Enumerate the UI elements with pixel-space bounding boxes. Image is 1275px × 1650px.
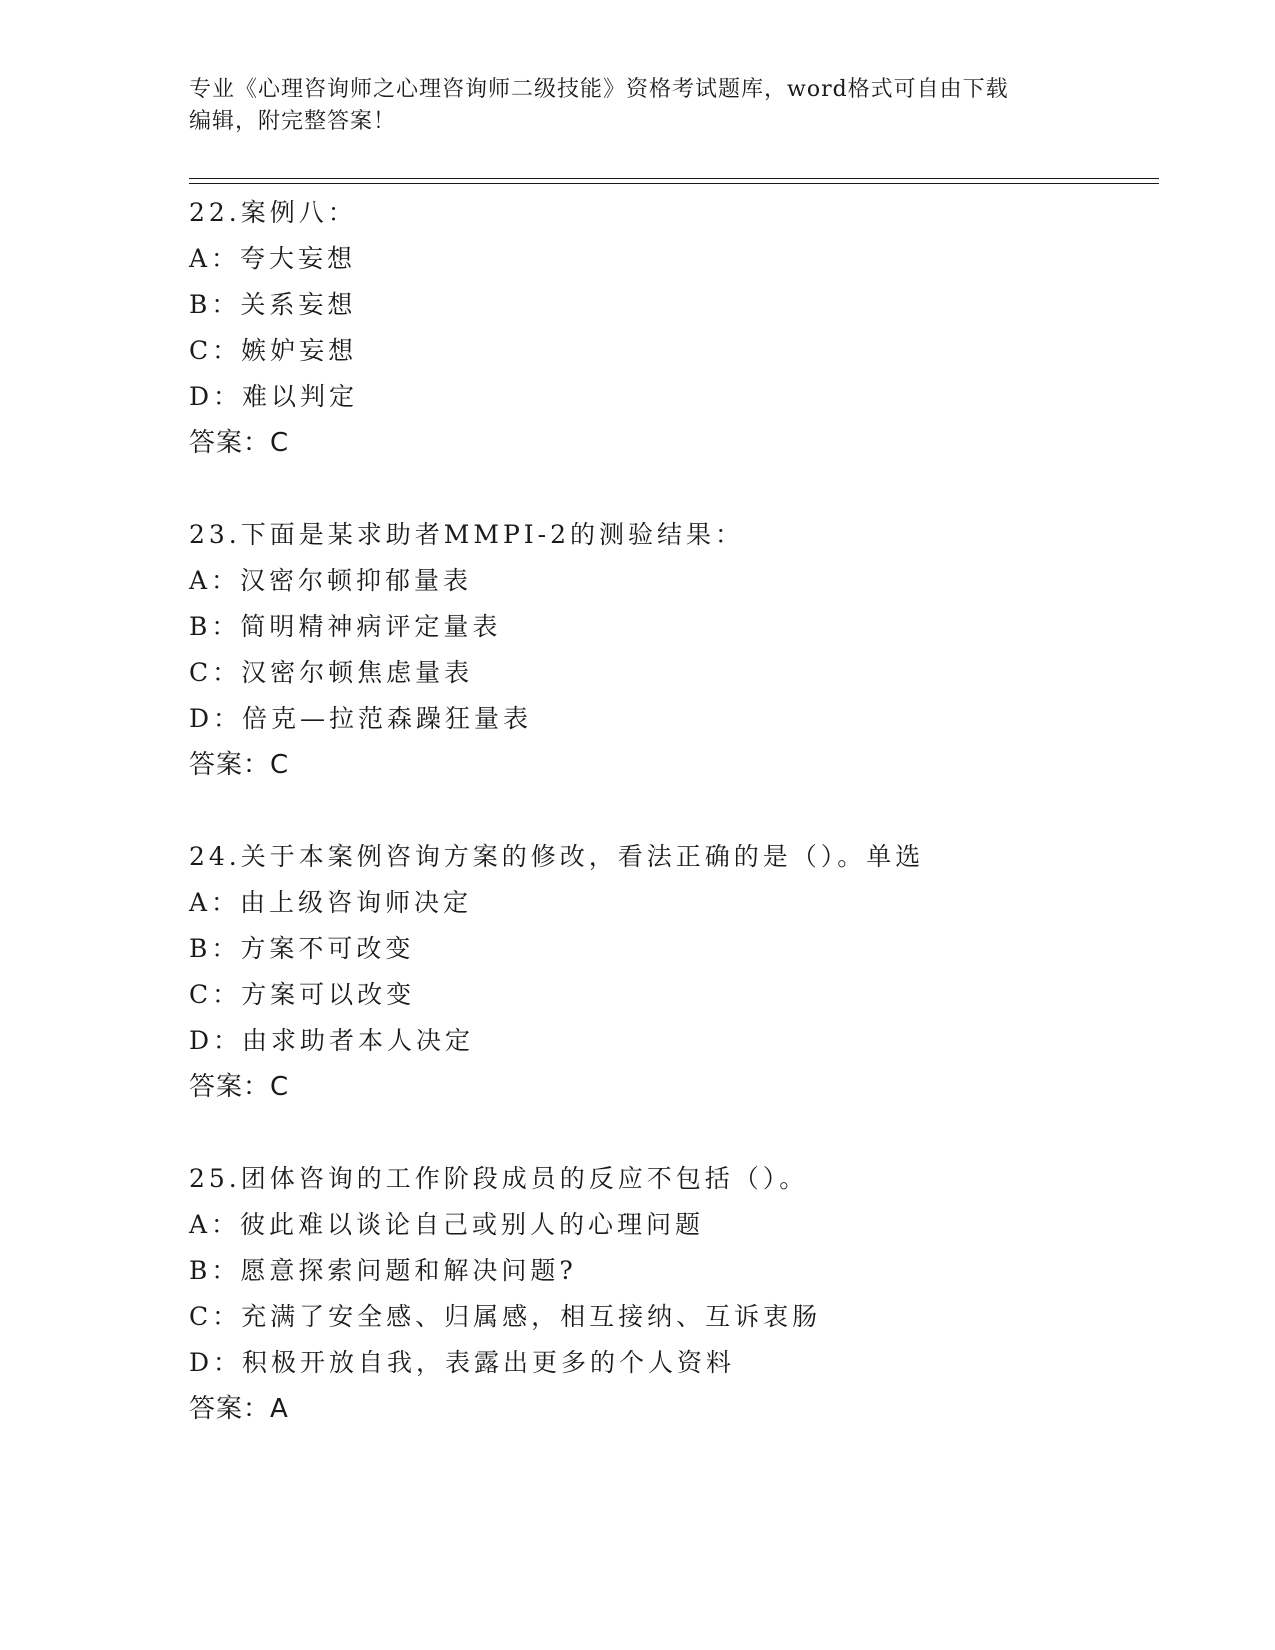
answer-line: 答案：C (189, 1072, 290, 1102)
option-a: A：彼此难以谈论自己或别人的心理问题 (189, 1210, 705, 1239)
question-stem: 23.下面是某求助者MMPI-2的测验结果： (189, 520, 745, 549)
question-stem: 22.案例八： (189, 198, 357, 227)
answer-line: 答案：A (189, 1394, 289, 1424)
option-c: C：嫉妒妄想 (189, 336, 358, 365)
question-23 (189, 512, 1159, 788)
answer-line: 答案：C (189, 750, 290, 780)
header-line-1: 专业《心理咨询师之心理咨询师二级技能》资格考试题库，word格式可自由下载 (189, 77, 1009, 102)
question-stem: 24.关于本案例咨询方案的修改，看法正确的是（）。单选 (189, 842, 925, 871)
option-b: B：方案不可改变 (189, 934, 415, 963)
option-d: D：倍克—拉范森躁狂量表 (189, 704, 533, 733)
header-divider-bottom (189, 183, 1159, 184)
option-b: B：愿意探索问题和解决问题? (189, 1256, 577, 1285)
option-b: B：简明精神病评定量表 (189, 612, 502, 641)
header-divider-top (189, 178, 1159, 179)
option-d: D：难以判定 (189, 382, 359, 411)
question-25 (189, 1156, 1159, 1432)
option-a: A：汉密尔顿抑郁量表 (189, 566, 473, 595)
option-d: D：由求助者本人决定 (189, 1026, 475, 1055)
option-a: A：夸大妄想 (189, 244, 357, 273)
question-22 (189, 190, 1159, 466)
option-c: C：汉密尔顿焦虑量表 (189, 658, 474, 687)
header-line-2: 编辑，附完整答案！ (189, 109, 397, 134)
option-c: C：充满了安全感、归属感，相互接纳、互诉衷肠 (189, 1302, 822, 1331)
answer-line: 答案：C (189, 428, 290, 458)
question-stem: 25.团体咨询的工作阶段成员的反应不包括（）。 (189, 1164, 809, 1193)
option-a: A：由上级咨询师决定 (189, 888, 473, 917)
option-d: D：积极开放自我，表露出更多的个人资料 (189, 1348, 736, 1377)
option-c: C：方案可以改变 (189, 980, 416, 1009)
option-b: B：关系妄想 (189, 290, 357, 319)
document-header (189, 74, 1089, 138)
question-list (189, 190, 1159, 1478)
question-24 (189, 834, 1159, 1110)
